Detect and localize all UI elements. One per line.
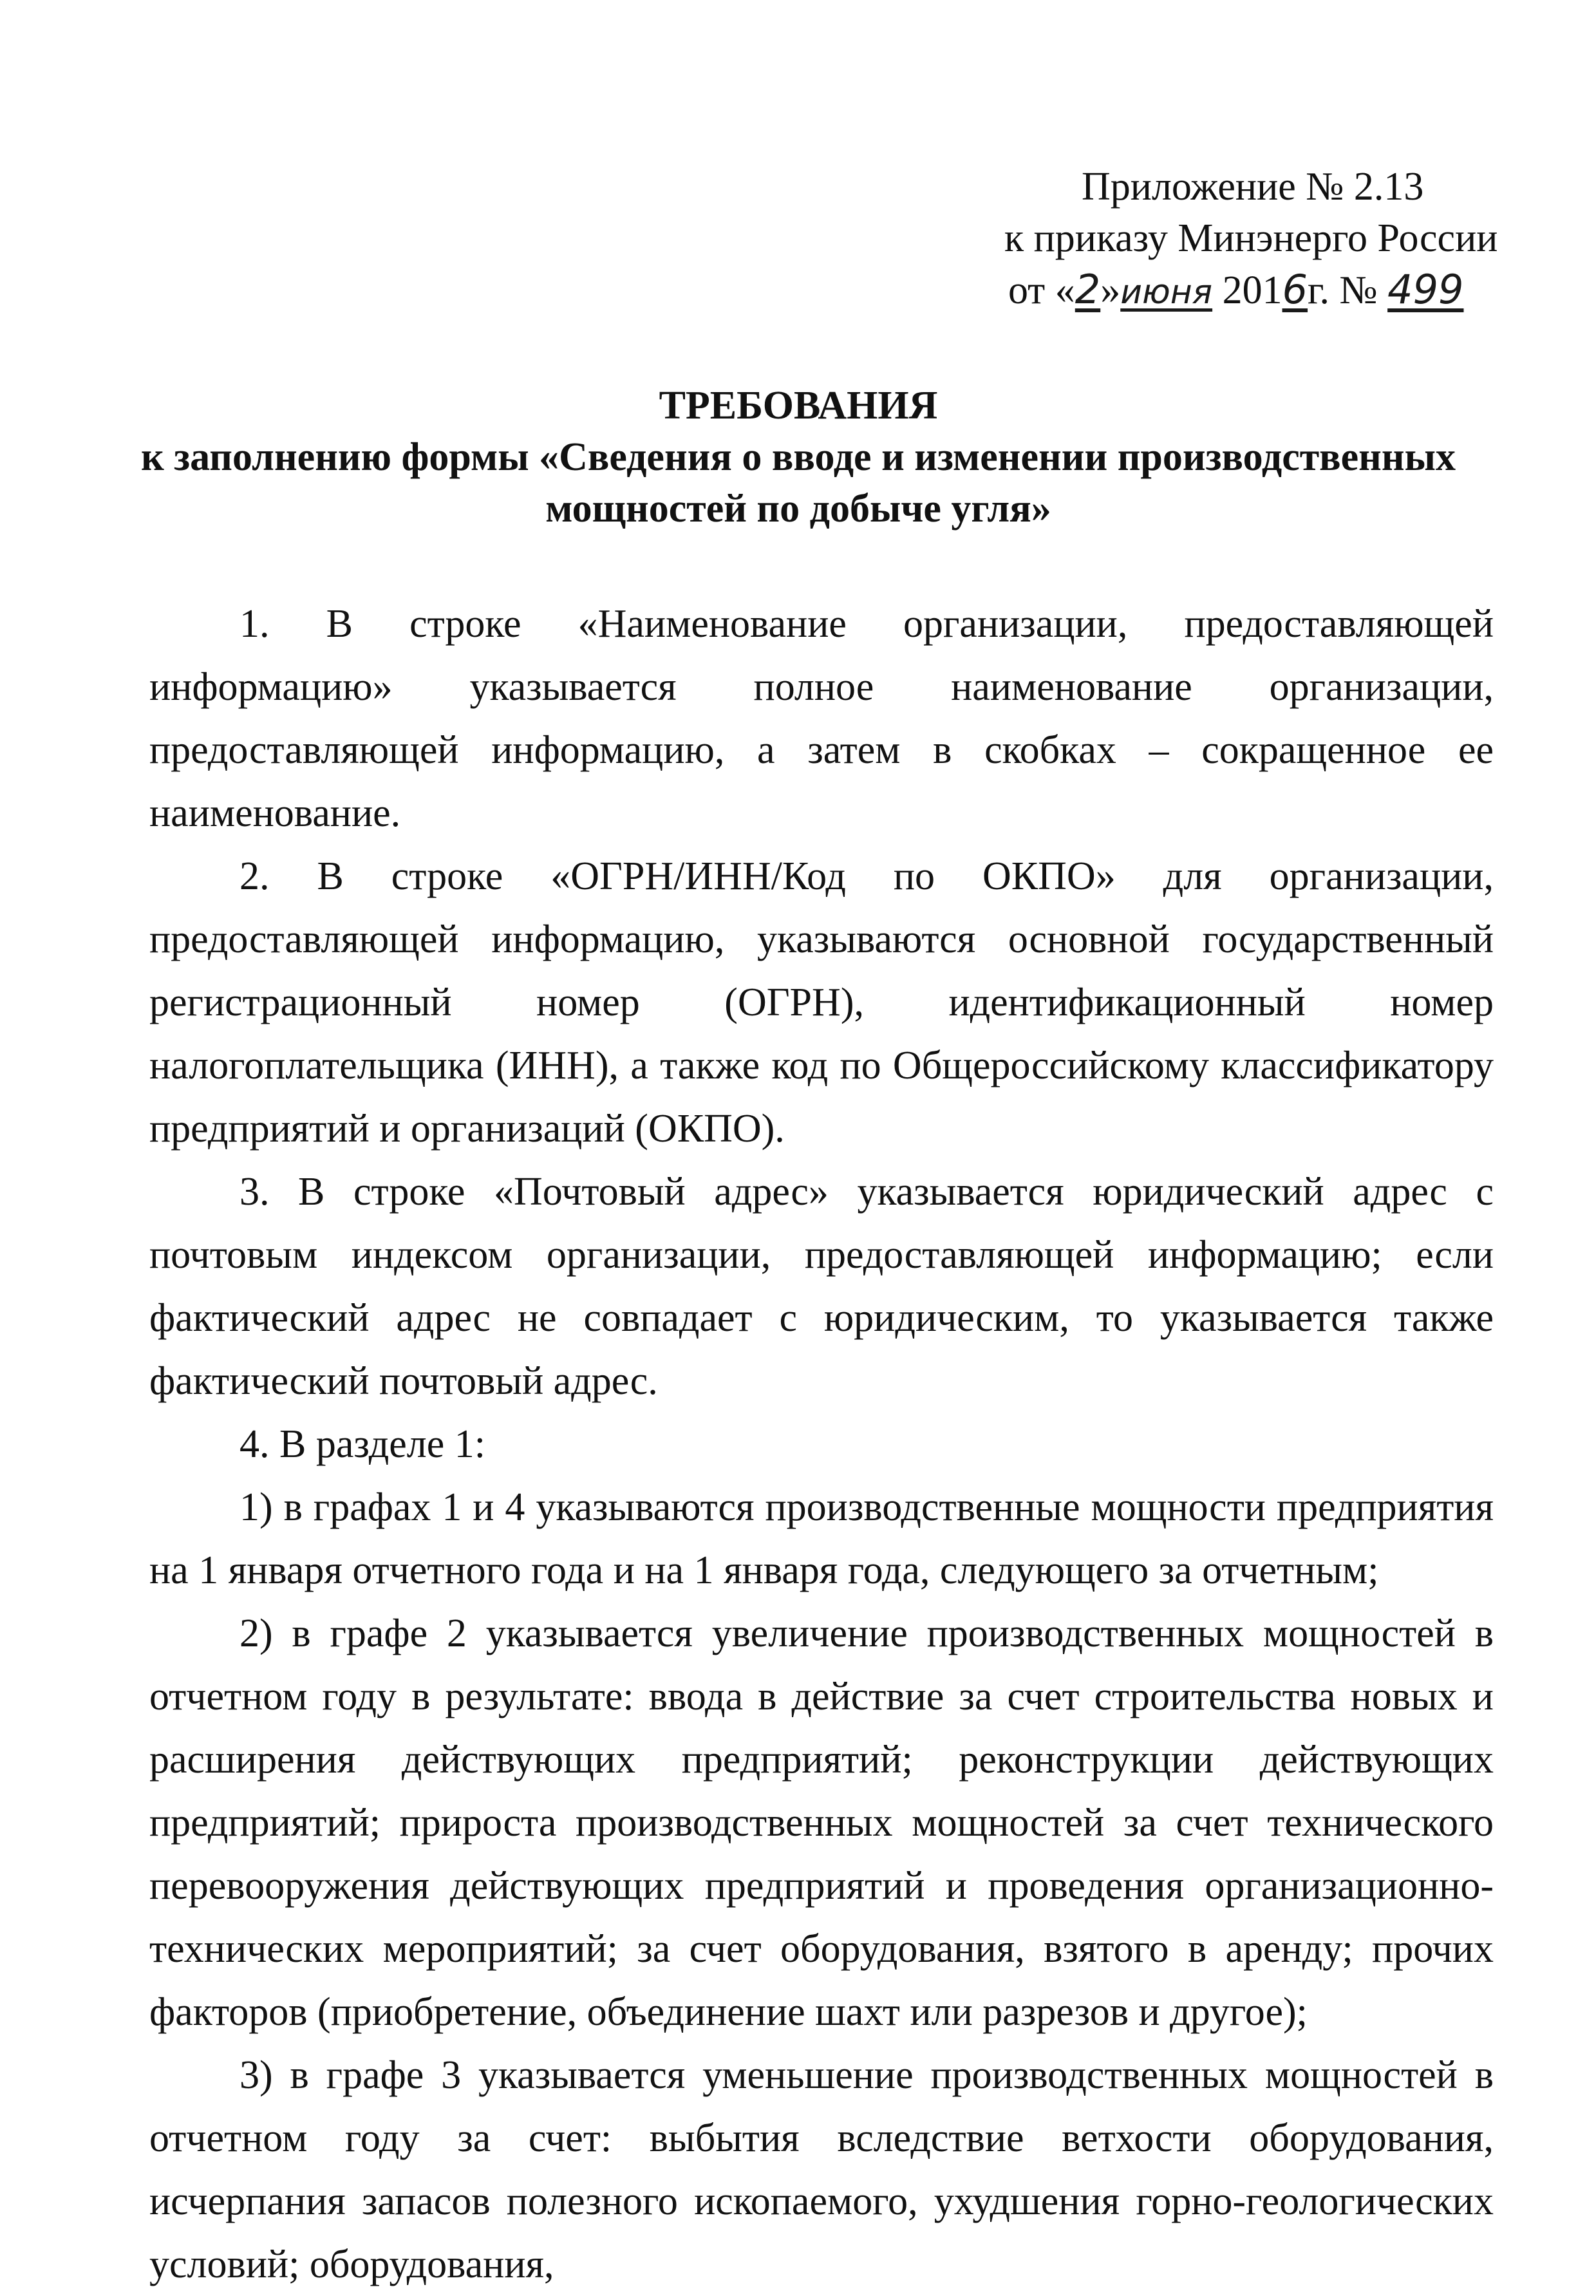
document-title <box>129 380 1468 534</box>
paragraph-4-2: 2) в графе 2 указывается увеличение производственных мощностей в отчетном году в результате: ввода в действие за счет строительства новых и расширения действующих предприятий; реконструкции действующих предприятий; прироста производственных мощностей за счет технического перевооружения действующих предприятий и проведения организационно-технических мероприятий; за счет оборудования, взятого в аренду; прочих факторов (приобретение, объединение шахт или разрезов и другое); <box>149 1612 1494 2034</box>
appendix-number: Приложение № 2.13 <box>1082 165 1424 209</box>
handwritten-order-number: 499 <box>1387 266 1464 313</box>
date-quote-close: » <box>1100 268 1121 312</box>
appendix-date-line <box>1004 264 1519 318</box>
title-main: ТРЕБОВАНИЯ <box>659 384 938 428</box>
handwritten-month: июня <box>1120 273 1213 312</box>
paragraph-3: 3. В строке «Почтовый адрес» указывается юридический адрес с почтовым индексом организации, предоставляющей информацию; если фактический адрес не совпадает с юридическим, то указывается также фактический почтовый адрес. <box>149 1170 1494 1403</box>
number-label: г. № <box>1308 268 1388 312</box>
paragraph-4-1: 1) в графах 1 и 4 указываются производственные мощности предприятия на 1 января отчетного года и на 1 января года, следующего за отчетным; <box>149 1485 1494 1592</box>
handwritten-day: 2 <box>1075 266 1101 313</box>
paragraph-4-3: 3) в графе 3 указывается уменьшение производственных мощностей в отчетном году за счет: выбытия вследствие ветхости оборудования, исчерпания запасов полезного ископаемого, ухудшения горно-геологических условий; оборудования, <box>149 2053 1494 2286</box>
year-prefix: 201 <box>1222 268 1282 312</box>
title-sub-1: к заполнению формы «Сведения о вводе и изменении производственных <box>140 435 1456 479</box>
document-body <box>149 592 1494 2296</box>
appendix-order-ref: к приказу Минэнерго России <box>1004 216 1498 260</box>
title-sub-2: мощностей по добыче угля» <box>545 487 1051 531</box>
paragraph-4: 4. В разделе 1: <box>239 1422 485 1466</box>
handwritten-year-digit: 6 <box>1282 266 1308 313</box>
date-prefix: от « <box>1008 268 1075 312</box>
paragraph-1: 1. В строке «Наименование организации, предоставляющей информацию» указывается полное наименование организации, предоставляющей информацию, а затем в скобках – сокращенное ее наименование. <box>149 602 1494 835</box>
paragraph-2: 2. В строке «ОГРН/ИНН/Код по ОКПО» для организации, предоставляющей информацию, указываются основной государственный регистрационный номер (ОГРН), идентификационный номер налогоплательщика (ИНН), а также код по Общероссийскому классификатору предприятий и организаций (ОКПО). <box>149 854 1494 1151</box>
appendix-header <box>1004 161 1519 318</box>
